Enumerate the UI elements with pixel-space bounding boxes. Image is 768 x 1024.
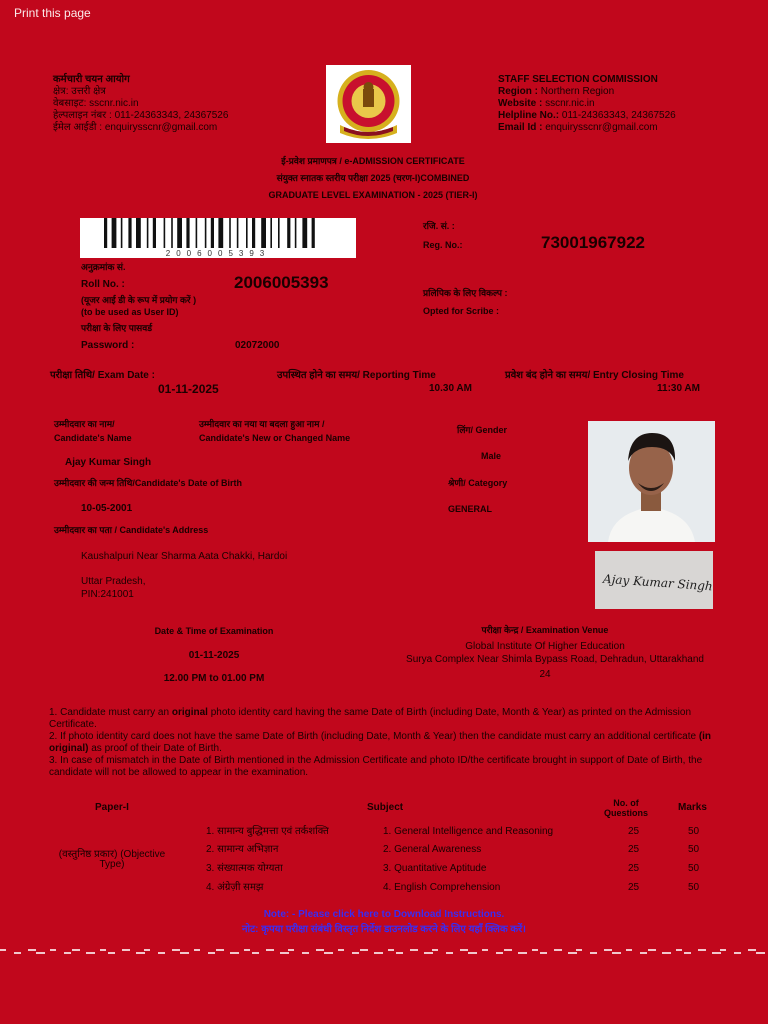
title-line-3: GRADUATE LEVEL EXAMINATION - 2025 (TIER-I): [268, 190, 478, 200]
schedule-time: 12.00 PM to 01.00 PM: [163, 673, 265, 684]
streak-dash: [216, 949, 224, 951]
title-line-2: संयुक्त स्नातक स्तरीय परीक्षा 2025 (चरण-I)COMBINED: [276, 173, 470, 183]
streak-dash: [626, 949, 632, 951]
barcode-bar: [312, 218, 315, 248]
streak-dash: [50, 949, 56, 951]
signature-text: Ajay Kumar Singh: [602, 571, 713, 594]
streak-dash: [532, 949, 538, 951]
streak-dash: [172, 949, 180, 951]
title-line-1: ई-प्रवेश प्रमाणपत्र / e-ADMISSION CERTIFICATE: [281, 156, 465, 166]
exam-date-value: 01-11-2025: [158, 382, 219, 396]
download-instructions-link-hi[interactable]: नोट: कृपया परीक्षा संबंधी विस्तृत निर्देश डाउनलोड करने के लिए यहाँ क्लिक करें।: [242, 924, 526, 935]
barcode-bar: [211, 218, 214, 248]
streak-dash: [518, 952, 527, 954]
region-hi: क्षेत्र: उत्तरी क्षेत्र: [53, 86, 106, 97]
header-right: [498, 74, 758, 134]
streak-dash: [432, 949, 438, 951]
dob-value: 10-05-2001: [81, 503, 133, 514]
email-value: enquirysscnr@gmail.com: [545, 122, 658, 133]
streak-dash: [748, 949, 756, 951]
page-break-streak: [0, 946, 768, 956]
candidate-photo: [588, 421, 715, 542]
streak-dash: [482, 949, 488, 951]
password-label-hi: परीक्षा के लिए पासवर्ड: [81, 323, 153, 333]
org-name-en: STAFF SELECTION COMMISSION: [498, 74, 658, 85]
barcode-bar: [278, 218, 280, 248]
instruction-2: 2. If photo identity card does not have the same Date of Birth (including Date, Month & Year) then the candidate must carry an additional certificate (in original) as proof of their Date of Birth.: [49, 731, 712, 754]
address-label: उम्मीदवार का पता / Candidate's Address: [54, 525, 209, 535]
streak-dash: [72, 949, 80, 951]
streak-dash: [0, 949, 6, 951]
category-value: GENERAL: [448, 504, 493, 514]
barcode-bar: [205, 218, 207, 248]
region-value: Northern Region: [540, 86, 615, 97]
barcode-bar: [196, 218, 198, 248]
streak-dash: [590, 952, 597, 954]
col-marks: Marks: [678, 802, 707, 813]
barcode-bar: [147, 218, 149, 248]
helpline-value: 011-24363343, 24367526: [561, 110, 676, 121]
streak-dash: [540, 952, 547, 954]
barcode-bar: [246, 218, 248, 248]
instructions: [49, 707, 721, 779]
address-line-2: Uttar Pradesh,: [81, 576, 146, 587]
barcode-bar: [295, 218, 297, 248]
col-paper: Paper-I: [95, 802, 129, 813]
streak-dash: [460, 949, 468, 951]
streak-dash: [662, 952, 671, 954]
barcode-bar: [287, 218, 290, 248]
streak-dash: [496, 952, 503, 954]
streak-dash: [388, 949, 394, 951]
streak-dash: [338, 949, 344, 951]
reg-number: 73001967922: [541, 233, 646, 252]
reporting-time-value: 10.30 AM: [429, 383, 472, 394]
address-line-3: PIN:241001: [81, 589, 134, 600]
category-label: श्रेणी/ Category: [448, 478, 508, 488]
streak-dash: [504, 949, 512, 951]
streak-dash: [554, 949, 562, 951]
streak-dash: [568, 952, 577, 954]
reg-label-en: Reg. No.:: [423, 240, 463, 250]
streak-dash: [410, 949, 418, 951]
streak-dash: [194, 949, 200, 951]
streak-dash: [676, 949, 682, 951]
questions-value: 25: [628, 882, 640, 893]
streak-dash: [136, 952, 145, 954]
reporting-time-label: उपस्थित होने का समय/ Reporting Time: [277, 370, 436, 381]
marks-value: 50: [688, 863, 700, 874]
marks-value: 50: [688, 826, 700, 837]
header-left: [53, 74, 303, 134]
roll-number: 2006005393: [234, 273, 329, 292]
streak-dash: [360, 949, 368, 951]
gender-value: Male: [481, 451, 502, 461]
streak-dash: [374, 952, 383, 954]
userid-note-hi: (यूजर आई डी के रूप में प्रयोग करें ): [81, 295, 197, 305]
certificate-title: [0, 156, 746, 201]
address-line-1: Kaushalpuri Near Sharma Aata Chakki, Hardoi: [81, 551, 288, 562]
barcode-bar: [171, 218, 173, 248]
barcode-bar: [270, 218, 272, 248]
scribe-label-en: Opted for Scribe :: [423, 306, 500, 316]
streak-dash: [396, 952, 403, 954]
print-page-link[interactable]: Print this page: [14, 6, 91, 20]
schedule-date: 01-11-2025: [188, 650, 240, 661]
col-subject: Subject: [367, 802, 404, 813]
streak-dash: [266, 949, 274, 951]
paper-type: (वस्तुनिष्ठ प्रकार) (Objective Type): [58, 849, 166, 870]
barcode-bar: [261, 218, 266, 248]
subject-hi: 4. अंग्रेज़ी समझ: [206, 882, 264, 893]
streak-dash: [14, 952, 21, 954]
barcode-bar: [237, 218, 239, 248]
streak-dash: [64, 952, 71, 954]
candidate-name: Ajay Kumar Singh: [65, 457, 152, 468]
streak-dash: [648, 949, 656, 951]
instruction-3: 3. In case of mismatch in the Date of Birth mentioned in the Admission Certificate and photo ID/the certificate brought in support of Date of Birth, the candidate will not be allowed to appear in the examination.: [49, 755, 703, 778]
subject-en: 4. English Comprehension: [383, 882, 501, 893]
streak-dash: [698, 949, 706, 951]
password-value: 02072000: [235, 340, 280, 351]
new-name-label-hi: उम्मीदवार का नया या बदला हुआ नाम /: [199, 419, 325, 429]
streak-dash: [324, 952, 333, 954]
streak-dash: [122, 949, 130, 951]
instruction-1: 1. Candidate must carry an original photo identity card having the same Date of Birth (including Date, Month & Year) as printed on the Admission Certificate.: [49, 707, 692, 730]
streak-dash: [180, 952, 189, 954]
streak-dash: [734, 952, 741, 954]
datetime-label: Date & Time of Examination: [154, 626, 274, 636]
subject-en: 3. Quantitative Aptitude: [383, 863, 487, 874]
venue-line-2: Surya Complex Near Shimla Bypass Road, Dehradun, Uttarakhand: [406, 654, 704, 665]
candidate-signature: [595, 551, 713, 609]
helpline-hi: हेल्पलाइन नंबर : 011-24363343, 24367526: [53, 110, 229, 121]
questions-value: 25: [628, 844, 640, 855]
barcode-bar: [121, 218, 123, 248]
questions-value: 25: [628, 863, 640, 874]
streak-dash: [446, 952, 453, 954]
streak-dash: [352, 952, 359, 954]
reg-label-hi: रजि. सं. :: [423, 221, 455, 231]
gender-label: लिंग/ Gender: [457, 425, 508, 435]
barcode-bar: [229, 218, 231, 248]
streak-dash: [288, 949, 294, 951]
website-hi: वेबसाइट: sscnr.nic.in: [53, 98, 139, 109]
closing-time-value: 11:30 AM: [657, 383, 700, 394]
streak-dash: [468, 952, 477, 954]
barcode-bar: [186, 218, 189, 248]
download-instructions-link-en[interactable]: Note: - Please click here to Download Instructions.: [263, 909, 505, 920]
streak-dash: [280, 952, 289, 954]
barcode-bar: [128, 218, 131, 248]
streak-dash: [28, 949, 36, 951]
name-label-en: Candidate's Name: [54, 433, 132, 443]
ssc-logo: [326, 65, 411, 143]
subject-en: 2. General Awareness: [383, 844, 482, 855]
userid-note-en: (to be used as User ID): [81, 307, 179, 317]
streak-dash: [230, 952, 239, 954]
streak-dash: [144, 949, 150, 951]
streak-dash: [86, 952, 95, 954]
questions-value: 25: [628, 826, 640, 837]
streak-dash: [756, 952, 765, 954]
streak-dash: [316, 949, 324, 951]
email-label: Email Id :: [498, 122, 543, 133]
venue-line-3: 24: [539, 669, 551, 680]
password-label-en: Password :: [81, 340, 135, 351]
col-questions: No. of Questions: [603, 798, 648, 818]
subject-hi: 1. सामान्य बुद्धिमत्ता एवं तर्कशक्ति: [206, 826, 329, 837]
name-label-hi: उम्मीदवार का नाम/: [54, 419, 115, 429]
streak-dash: [108, 952, 115, 954]
barcode-bar: [302, 218, 307, 248]
streak-dash: [302, 952, 309, 954]
streak-dash: [576, 949, 582, 951]
streak-dash: [712, 952, 721, 954]
barcode-bar: [104, 218, 107, 248]
org-name-hi: कर्मचारी चयन आयोग: [53, 74, 130, 85]
closing-time-label: प्रवेश बंद होने का समय/ Entry Closing Time: [505, 370, 684, 381]
venue-line-1: Global Institute Of Higher Education: [465, 641, 625, 652]
barcode-text: 2006005393: [165, 249, 271, 258]
subject-en: 1. General Intelligence and Reasoning: [383, 826, 554, 837]
streak-dash: [684, 952, 691, 954]
new-name-label-en: Candidate's New or Changed Name: [199, 433, 351, 443]
barcode-bar: [153, 218, 156, 248]
streak-dash: [612, 952, 621, 954]
barcode-bar: [177, 218, 182, 248]
scribe-label-hi: प्रलिपिक के लिए विकल्प :: [423, 288, 508, 298]
subject-hi: 2. सामान्य अभिज्ञान: [206, 844, 279, 855]
barcode: [80, 218, 356, 258]
streak-dash: [208, 952, 215, 954]
streak-dash: [36, 952, 45, 954]
barcode-bar: [218, 218, 223, 248]
region-label: Region :: [498, 86, 538, 97]
subject-hi: 3. संख्यात्मक योग्यता: [206, 863, 283, 874]
streak-dash: [252, 952, 259, 954]
streak-dash: [244, 949, 250, 951]
streak-dash: [424, 952, 433, 954]
marks-value: 50: [688, 882, 700, 893]
roll-label-en: Roll No. :: [81, 279, 125, 290]
streak-dash: [604, 949, 612, 951]
marks-value: 50: [688, 844, 700, 855]
exam-date-label: परीक्षा तिथि/ Exam Date :: [50, 370, 155, 381]
website-value: sscnr.nic.in: [545, 98, 595, 109]
streak-dash: [720, 949, 726, 951]
barcode-bar: [136, 218, 141, 248]
streak-dash: [640, 952, 647, 954]
dob-label: उम्मीदवार की जन्म तिथि/Candidate's Date of Birth: [54, 478, 242, 488]
venue-label: परीक्षा केन्द्र / Examination Venue: [481, 625, 609, 635]
streak-dash: [158, 952, 165, 954]
website-label: Website :: [498, 98, 543, 109]
barcode-bar: [164, 218, 166, 248]
streak-dash: [100, 949, 106, 951]
email-hi: ईमेल आईडी : enquirysscnr@gmail.com: [53, 122, 218, 133]
barcode-bar: [252, 218, 255, 248]
roll-label-hi: अनुक्रमांक सं.: [81, 262, 126, 272]
barcode-bar: [112, 218, 117, 248]
helpline-label: Helpline No.:: [498, 110, 560, 121]
